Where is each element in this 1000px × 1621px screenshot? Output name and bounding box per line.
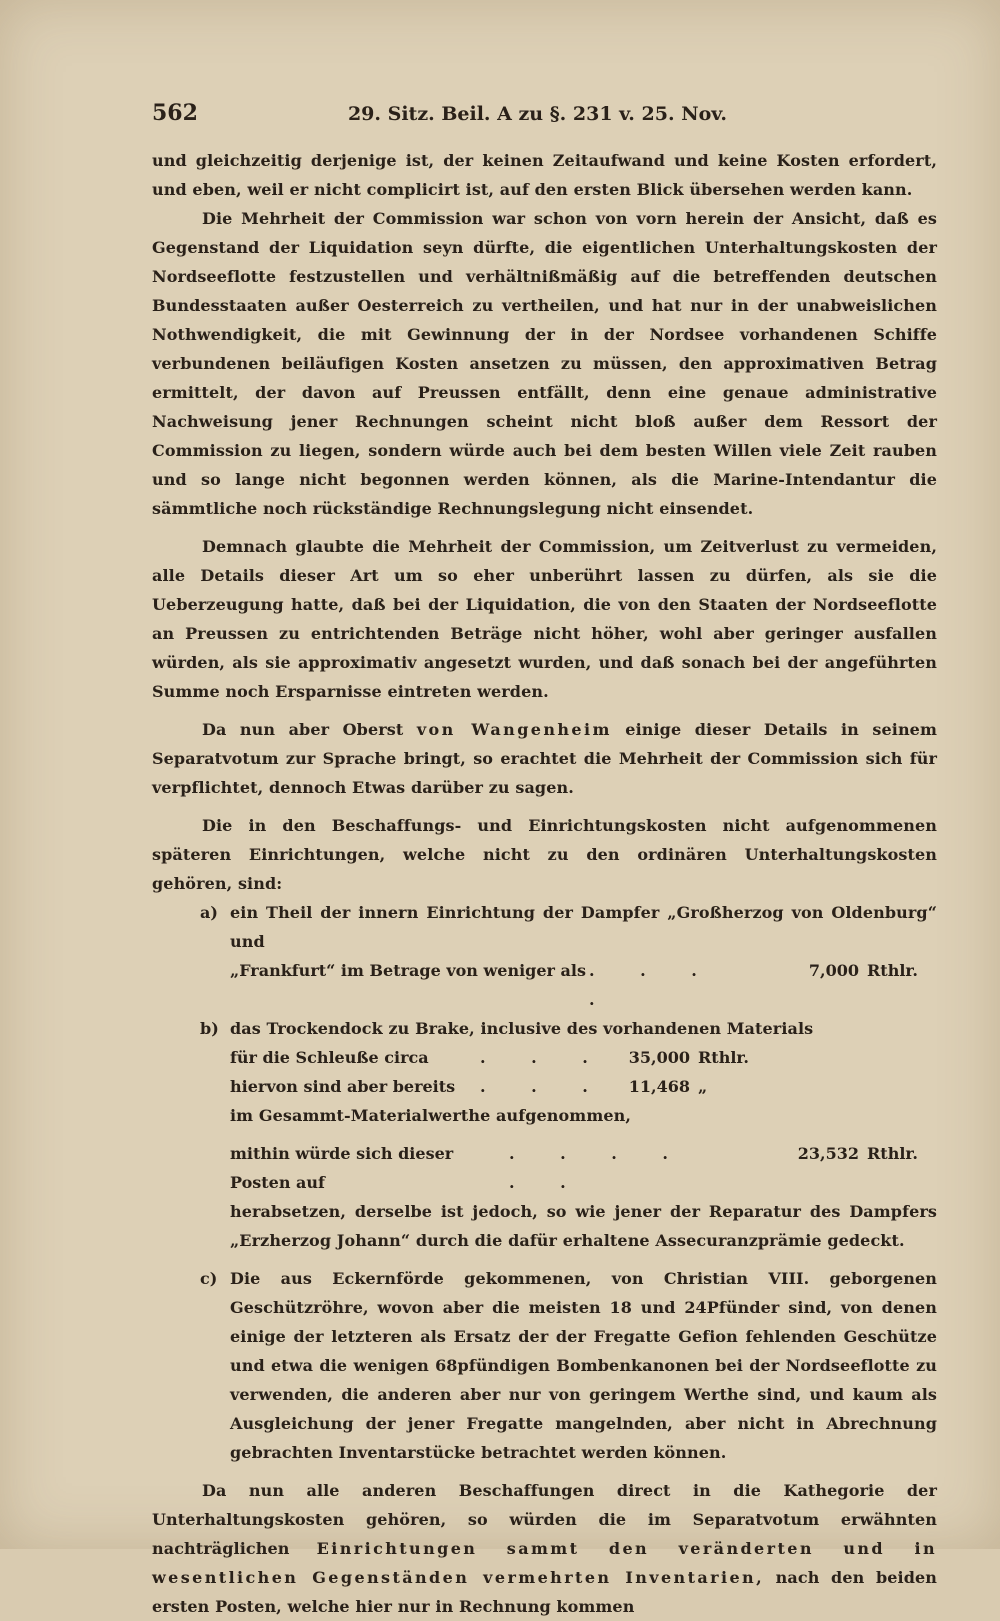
item-text: herabsetzen, derselbe ist jedoch, so wie jener der Reparatur des Dampfers „Erzherzog Johann“ durch die dafür erhaltene Assecuranzprämie gedeckt. <box>230 1202 937 1250</box>
item-label: c) <box>200 1269 218 1288</box>
item-text: ein Theil der innern Einrichtung der Dampfer „Großherzog von Oldenburg“ und <box>230 903 937 951</box>
paragraph-1: und gleichzeitig derjenige ist, der keinen Zeitaufwand und keine Kosten erfordert, und eben, weil er nicht complicirt ist, auf den ersten Blick übersehen werden kann. <box>152 151 937 199</box>
amount-row: für die Schleuße circa . . . 35,000 Rthlr. <box>230 1043 937 1072</box>
item-text: Die aus Eckernförde gekommenen, von Christian VIII. geborgenen Geschützröhre, wovon aber die meisten 18 und 24Pfünder sind, von denen einige der letzteren als Ersatz der der Fregatte Gefion fehlenden Geschütze und etwa die wenigen 68pfündigen Bombenkanonen bei der Nordseeflotte zu verwenden, die anderen aber nur von geringem Werthe sind, und kaum als Ausgleichung der jener Fregatte mangelnden, aber nicht in Abrechnung gebrachten Inventarstücke betrachtet werden können. <box>230 1269 937 1462</box>
page-number: 562 <box>152 100 198 126</box>
paragraph-3: Demnach glaubte die Mehrheit der Commission, um Zeitverlust zu vermeiden, alle Details dieser Art um so eher unberührt lassen zu dürfen, als sie die Ueberzeugung hatte, daß bei der Liquidation, die von den Staaten der Nordseeflotte an Preussen zu entrichtenden Beträge nicht höher, wohl aber geringer ausfallen würden, als sie approximativ angesetzt wurden, und daß sonach bei der angeführten Summe noch Ersparnisse eintreten werden. <box>152 537 937 701</box>
item-label: a) <box>200 903 218 922</box>
running-head: 29. Sitz. Beil. A zu §. 231 v. 25. Nov. <box>347 103 727 125</box>
spaced-name: von Wangenheim <box>416 720 612 739</box>
amount: 7,000 <box>808 961 859 980</box>
item-text: im Gesammt-Materialwerthe aufgenommen, <box>230 1106 632 1125</box>
amount: 11,468 <box>628 1077 690 1096</box>
paragraph-5: Die in den Beschaffungs- und Einrichtungskosten nicht aufgenommenen späteren Einrichtungen, welche nicht zu den ordinären Unterhaltungskosten gehören, sind: <box>152 816 937 893</box>
page-header <box>152 100 937 130</box>
list-item-c <box>152 1264 937 1467</box>
spaced-text: Einrichtungen sammt den veränderten und in wesentlichen Gegenständen vermehrten Inventarien, <box>152 1539 937 1587</box>
amount-row: mithin würde sich dieser Posten auf . . . . . . 23,532 Rthlr. <box>230 1139 937 1197</box>
item-label: b) <box>200 1019 219 1038</box>
amount-row: hiervon sind aber bereits . . . 11,468 „ <box>230 1072 937 1101</box>
paragraph-last: Da nun alle anderen Beschaffungen direct in die Kathegorie der Unterhaltungskosten gehören, so würden die im Separatvotum erwähnten nachträglichen Einrichtungen sammt den veränderten und in wesentlichen Gegenständen vermehrten Inventarien, nach den beiden ersten Posten, welche hier nur in Rechnung kommen <box>152 1481 937 1616</box>
amount: 23,532 <box>797 1144 859 1163</box>
list-item-b <box>152 1014 937 1255</box>
paragraph-4: Da nun aber Oberst von Wangenheim einige dieser Details in seinem Separatvotum zur Sprache bringt, so erachtet die Mehrheit der Commission sich für verpflichtet, dennoch Etwas darüber zu sagen. <box>152 720 937 797</box>
amount-row: „Frankfurt“ im Betrage von weniger als . . . . 7,000 Rthlr. <box>230 956 937 1014</box>
page-body <box>152 100 937 1621</box>
list-item-a <box>152 898 937 1014</box>
amount: 35,000 <box>628 1048 690 1067</box>
paragraph-2: Die Mehrheit der Commission war schon von vorn herein der Ansicht, daß es Gegenstand der Liquidation seyn dürfte, die eigentlichen Unterhaltungskosten der Nordseeflotte festzustellen und verhältnißmäßig auf die betreffenden deutschen Bundesstaaten außer Oesterreich zu vertheilen, und hat nur in der unabweislichen Nothwendigkeit, die mit Gewinnung der in der Nordsee vorhandenen Schiffe verbundenen beiläufigen Kosten ansetzen zu müssen, den approximativen Betrag ermittelt, der davon auf Preussen entfällt, denn eine genaue administrative Nachweisung jener Rechnungen scheint nicht bloß außer dem Ressort der Commission zu liegen, sondern würde auch bei dem besten Willen viele Zeit rauben und so lange nicht begonnen werden können, als die Marine-Intendantur die sämmtliche noch rückständige Rechnungslegung nicht einsendet. <box>152 209 937 518</box>
item-text: das Trockendock zu Brake, inclusive des vorhandenen Materials <box>230 1019 814 1038</box>
